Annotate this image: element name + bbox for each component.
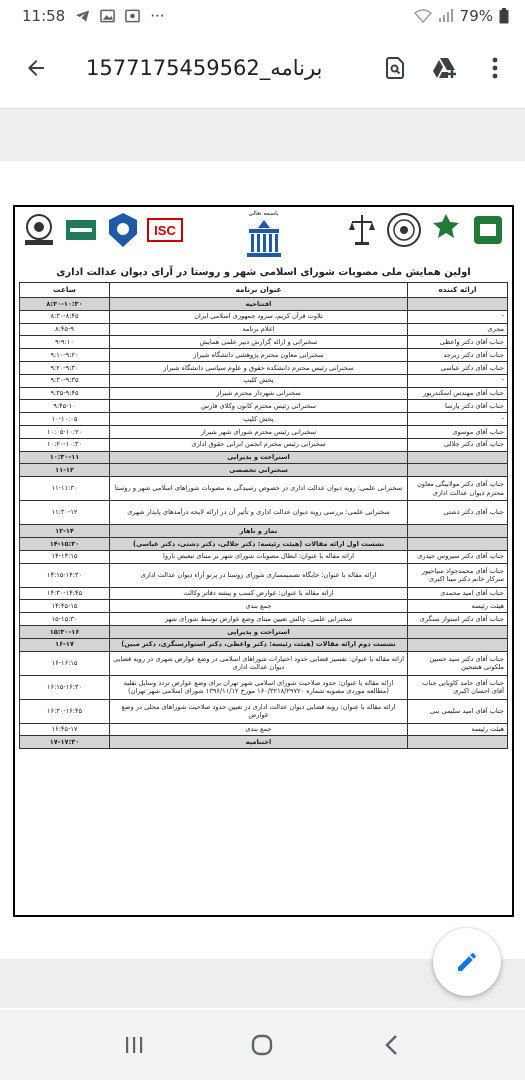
- time-cell: ۹:۳۰-۹:۳۵: [20, 374, 110, 387]
- green-emblem-logo: [470, 212, 506, 248]
- battery-percent: 79%: [459, 7, 493, 25]
- table-header-row: [20, 283, 508, 298]
- table-row: [20, 374, 508, 387]
- program-title-cell: پخش کلیپ: [110, 413, 408, 426]
- add-to-drive-button[interactable]: [423, 46, 467, 90]
- file-title: برنامه_1577175459562: [86, 56, 323, 80]
- program-title-cell: جمع بندی: [110, 600, 408, 613]
- document-title: اولین همایش ملی مصوبات شورای اسلامی شهر و روستا در آرای دیوان عدالت اداری: [56, 267, 471, 278]
- presenter-cell: -: [408, 374, 508, 387]
- program-title-cell: پخش کلیپ: [110, 374, 408, 387]
- justice-logo: [344, 212, 380, 248]
- time-cell: ۱۷-۱۷:۳۰: [20, 736, 110, 749]
- presenter-cell: جناب آقای دکتر استوار سنگری: [408, 613, 508, 626]
- table-row: [20, 550, 508, 563]
- section-row: [20, 464, 508, 477]
- table-row: [20, 477, 508, 501]
- time-cell: ۱۰:۰۵-۱۰:۲۰: [20, 425, 110, 438]
- presenter-cell: [408, 625, 508, 638]
- time-cell: ۱۰:۳۰-۱۱: [20, 451, 110, 464]
- logo-header: [19, 210, 508, 265]
- time-cell: ۱۶:۳۰-۱۶:۴۵: [20, 699, 110, 723]
- find-in-page-button[interactable]: [373, 46, 417, 90]
- time-cell: ۱۱-۱۲: [20, 464, 110, 477]
- program-title-cell: اختتامیه: [110, 736, 408, 749]
- table-row: [20, 723, 508, 736]
- header-presenter: ارائه کننده: [408, 283, 508, 298]
- program-title-cell: سخنرانی رئیس محترم شورای شهر شیراز: [110, 425, 408, 438]
- court-logo-green: [63, 212, 99, 248]
- table-row: [20, 336, 508, 349]
- program-title-cell: نماز و ناهار: [110, 525, 408, 538]
- table-row: [20, 699, 508, 723]
- program-title-cell: افتتاحیه: [110, 298, 408, 311]
- program-title-cell: استراحت و پذیرایی: [110, 451, 408, 464]
- logos-right: [344, 212, 506, 248]
- presenter-cell: جناب آقای امید محمدی: [408, 587, 508, 600]
- presenter-cell: جناب آقای دکتر زبرجد: [408, 349, 508, 362]
- arrow-back-icon: [24, 56, 48, 80]
- presenter-cell: [408, 464, 508, 477]
- add-to-drive-icon: [432, 56, 458, 80]
- table-row: [20, 613, 508, 626]
- section-row: [20, 451, 508, 464]
- time-cell: ۹:۳۵-۹:۴۵: [20, 387, 110, 400]
- table-row: [20, 413, 508, 426]
- program-title-cell: ارائه مقاله با عنوان: حدود صلاحیت شورای اسلامی شهر تهران برای وضع عوارض تردد وسایل نقلیه (مطالعه موردی مصوبه شماره ۱۶۰/۳۲۱۸/۲۹۷۲۰ مورخ ۱۳۹۶/۱۱/۱۲ شورای اسلامی شهر تهران): [110, 675, 408, 699]
- presenter-cell: -: [408, 310, 508, 323]
- section-row: [20, 298, 508, 311]
- time-cell: ۱۵:۳۰-۱۶: [20, 625, 110, 638]
- program-title-cell: سخنرانی و ارائه گزارش دبیر علمی همایش: [110, 336, 408, 349]
- presenter-cell: جناب آقای دکتر واعظی: [408, 336, 508, 349]
- status-right: [414, 7, 509, 25]
- isc-logo: ISC: [147, 218, 183, 242]
- time-cell: ۱۱:۳۰-۱۲: [20, 501, 110, 525]
- program-title-cell: تلاوت قرآن کریم، سرود جمهوری اسلامی ایران: [110, 310, 408, 323]
- blue-logo: [105, 212, 141, 248]
- presenter-cell: جناب آقای موسوی: [408, 425, 508, 438]
- time-cell: ۱۴:۴۵-۱۵: [20, 600, 110, 613]
- status-left: [22, 7, 165, 25]
- program-frame: [13, 205, 514, 917]
- program-title-cell: سخنرانی تخصصی: [110, 464, 408, 477]
- time-cell: ۱۴-۱۴:۱۵: [20, 550, 110, 563]
- time-cell: ۱۴-۱۵:۳۰: [20, 537, 110, 550]
- document-page: [0, 161, 525, 959]
- table-row: [20, 387, 508, 400]
- presenter-cell: جناب آقای حامد کاویانی جناب آقای احسان اکبری: [408, 675, 508, 699]
- presenter-cell: مجری: [408, 323, 508, 336]
- program-title-cell: ارائه مقاله با عنوان: جایگاه تصمیمسازی شورای روستا در پرتو آراء دیوان عدالت اداری: [110, 563, 408, 587]
- home-button[interactable]: [237, 1020, 287, 1070]
- presenter-cell: [408, 451, 508, 464]
- program-title-cell: استراحت و پذیرایی: [110, 625, 408, 638]
- presenter-cell: [408, 537, 508, 550]
- presenter-cell: جناب آقای امید سلیمی بنی: [408, 699, 508, 723]
- time-cell: ۸:۳۰-۸:۴۵: [20, 310, 110, 323]
- presenter-cell: [408, 298, 508, 311]
- pencil-edit-icon: [455, 950, 479, 974]
- circular-seal-logo: [386, 212, 422, 248]
- recents-icon: [125, 1036, 143, 1054]
- presenter-cell: جناب آقای محمدجواد سیاحپور سرکار خانم دکتر مینا اکبری: [408, 563, 508, 587]
- home-icon: [251, 1034, 273, 1056]
- table-row: [20, 361, 508, 374]
- presenter-cell: هیئت رئیسه: [408, 600, 508, 613]
- presenter-cell: جناب آقای دکتر دشتی: [408, 501, 508, 525]
- gallery-icon: [100, 9, 115, 23]
- find-in-page-icon: [383, 56, 407, 80]
- time-cell: ۱۶:۱۵-۱۶:۳۰: [20, 675, 110, 699]
- section-row: [20, 638, 508, 651]
- presenter-cell: جناب آقای دکتر مولاییگی معاون محترم دیوان عدالت اداری: [408, 477, 508, 501]
- time-cell: ۹:۲۰-۹:۳۰: [20, 361, 110, 374]
- table-row: [20, 400, 508, 413]
- document-viewer[interactable]: [0, 108, 525, 1008]
- time-cell: ۱۶-۱۷: [20, 638, 110, 651]
- time-cell: ۱۲-۱۴: [20, 525, 110, 538]
- time-cell: ۸:۴۵-۹: [20, 323, 110, 336]
- back-button[interactable]: [12, 44, 60, 92]
- time-cell: ۱۰-۱۰:۰۵: [20, 413, 110, 426]
- table-row: [20, 651, 508, 675]
- time-cell: ۸:۳۰-۱۰:۳۰: [20, 298, 110, 311]
- time-cell: ۱۵-۱۵:۳۰: [20, 613, 110, 626]
- university-logo: [21, 212, 57, 248]
- program-title-cell: سخنرانی رئیس محترم دانشکده حقوق و علوم سیاسی دانشگاه شیراز: [110, 361, 408, 374]
- program-title-cell: ارائه مقاله با عنوان: رویه قضایی دیوان عدالت اداری در تعیین حدود صلاحیت شوراهای محلی در وضع عوارض: [110, 699, 408, 723]
- signal-icon: [438, 9, 454, 23]
- time-cell: ۱۴:۱۵-۱۴:۳۰: [20, 563, 110, 587]
- city-council-logo: [428, 212, 464, 248]
- battery-icon: [499, 8, 509, 24]
- table-row: [20, 675, 508, 699]
- header-title: عنوان برنامه: [110, 283, 408, 298]
- more-options-button[interactable]: [473, 46, 517, 90]
- presenter-cell: جناب آقای دکتر سید حسین ملکوتی هشجین: [408, 651, 508, 675]
- presenter-cell: جناب آقای دکتر پارسا: [408, 400, 508, 413]
- program-title-cell: اعلام برنامه: [110, 323, 408, 336]
- header-time: ساعت: [20, 283, 110, 298]
- more-vert-icon: [492, 57, 498, 79]
- table-row: [20, 563, 508, 587]
- program-title-cell: ارائه مقاله با عنوان: ابطال مصوبات شورای شهر بر مبنای تبعیض ناروا: [110, 550, 408, 563]
- time-cell: ۹:۱۰-۹:۲۰: [20, 349, 110, 362]
- status-bar: [0, 0, 525, 32]
- program-title-cell: نشست اول ارائه مقالات (هیئت رئیسه: دکتر جلالی، دکتر دشتی، دکتر عباسی): [110, 537, 408, 550]
- table-row: [20, 501, 508, 525]
- table-body: [20, 298, 508, 749]
- presenter-cell: جناب آقای دکتر جلالی: [408, 438, 508, 451]
- edit-fab-button[interactable]: [433, 928, 501, 996]
- table-row: [20, 600, 508, 613]
- time-cell: ۱۴:۳۰-۱۴:۴۵: [20, 587, 110, 600]
- presenter-cell: جناب آقای دکتر سیروس حیدری: [408, 550, 508, 563]
- table-row: [20, 438, 508, 451]
- presenter-cell: جناب آقای دکتر عباسی: [408, 361, 508, 374]
- time-cell: ۱۶:۴۵-۱۷: [20, 723, 110, 736]
- program-title-cell: سخنرانی علمی: بررسی رویه دیوان عدالت اداری و تأثیر آن در ارائه لایحه درآمدهای پایدار شهری: [110, 501, 408, 525]
- presenter-cell: -: [408, 413, 508, 426]
- table-row: [20, 349, 508, 362]
- logos-left: [21, 212, 183, 248]
- program-title-cell: سخنرانی شهردار محترم شیراز: [110, 387, 408, 400]
- program-table: [19, 282, 508, 749]
- wifi-icon: [414, 9, 432, 23]
- app-bar: [0, 36, 525, 100]
- time-cell: ۱۰:۲۰-۱۰:۳۰: [20, 438, 110, 451]
- program-title-cell: سخنرانی رئیس محترم انجمن ایرانی حقوق اداری: [110, 438, 408, 451]
- program-title-cell: ارائه مقاله با عنوان: تفسیر قضایی حدود اختیارات شوراهای اسلامی در وضع عوارض شهری در رویه قضایی دیوان عدالت اداری: [110, 651, 408, 675]
- nav-back-button[interactable]: [366, 1020, 416, 1070]
- table-row: [20, 323, 508, 336]
- program-title-cell: نشست دوم ارائه مقالات (هیئت رئیسه: دکتر واعظی، دکتر استوارسنگری، دکتر مبین): [110, 638, 408, 651]
- center-emblem: [245, 219, 283, 263]
- app-actions: [373, 46, 525, 90]
- time-cell: ۱۱-۱۱:۳۰: [20, 477, 110, 501]
- section-row: [20, 625, 508, 638]
- time-cell: ۱۶-۱۶:۱۵: [20, 651, 110, 675]
- table-row: [20, 587, 508, 600]
- program-title-cell: سخنرانی رئیس محترم کانون وکلای فارس: [110, 400, 408, 413]
- presenter-cell: [408, 638, 508, 651]
- status-time: 11:58: [22, 7, 66, 25]
- table-row: [20, 310, 508, 323]
- section-row: [20, 525, 508, 538]
- telegram-icon: [75, 9, 90, 23]
- status-more: ···: [150, 7, 165, 25]
- program-title-cell: سخنرانی علمی: رویه دیوان عدالت اداری در خصوص رسیدگی به مصوبات شوراهای اسلامی شهر و روستا: [110, 477, 408, 501]
- table-row: [20, 425, 508, 438]
- presenter-cell: جناب آقای مهندس اسکندرپور: [408, 387, 508, 400]
- section-row: [20, 537, 508, 550]
- section-row: [20, 736, 508, 749]
- basmala: باسمه تعالی: [248, 210, 279, 217]
- program-title-cell: جمع بندی: [110, 723, 408, 736]
- time-cell: ۹:۴۵-۱۰: [20, 400, 110, 413]
- system-nav-bar: [0, 1010, 525, 1080]
- presenter-cell: [408, 736, 508, 749]
- photo-icon: [125, 9, 140, 23]
- presenter-cell: هیئت رئیسه: [408, 723, 508, 736]
- program-title-cell: ارائه مقاله با عنوان: عوارض کسب و پیشه دفاتر وکالت: [110, 587, 408, 600]
- nav-back-icon: [384, 1034, 398, 1056]
- recents-button[interactable]: [109, 1020, 159, 1070]
- time-cell: ۹-۹:۱۰: [20, 336, 110, 349]
- program-title-cell: سخنرانی معاون محترم پژوهشی دانشگاه شیراز: [110, 349, 408, 362]
- presenter-cell: [408, 525, 508, 538]
- program-title-cell: سخنرانی علمی: چالش تعیین مبنای وضع عوارض توسط شورای شهر: [110, 613, 408, 626]
